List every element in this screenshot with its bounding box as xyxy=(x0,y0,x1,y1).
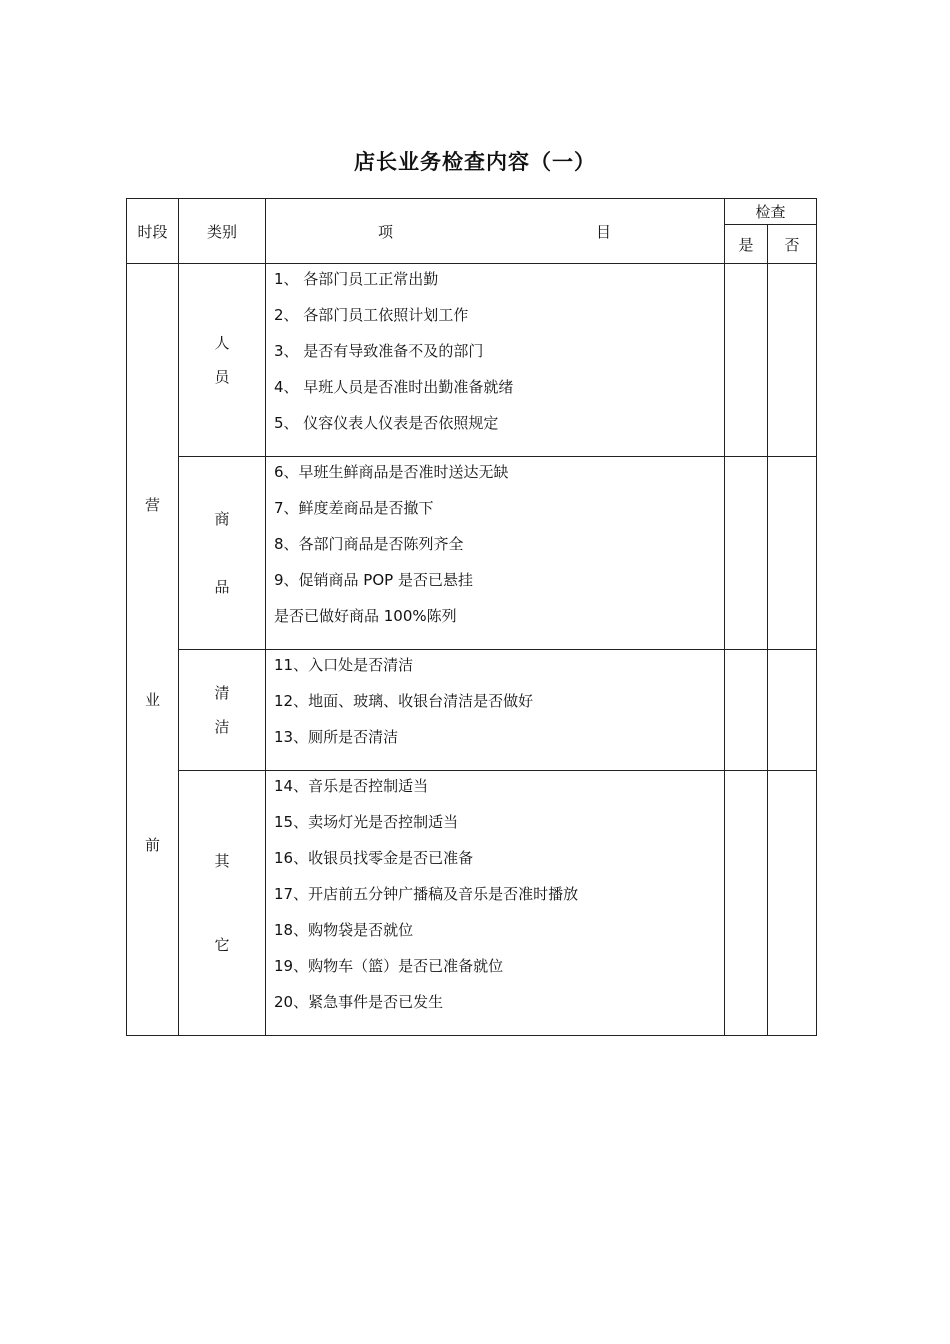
list-item: 4、 早班人员是否准时出勤准备就绪 xyxy=(274,378,514,396)
list-item: 1、 各部门员工正常出勤 xyxy=(274,270,439,288)
list-item: 11、入口处是否清洁 xyxy=(274,656,414,674)
category-char: 它 xyxy=(214,936,230,954)
list-item: 15、卖场灯光是否控制适当 xyxy=(274,813,459,831)
document-title: 店长业务检查内容（一） xyxy=(354,150,596,174)
items-cell-goods xyxy=(266,457,725,650)
header-item xyxy=(266,199,725,264)
check-no-cell[interactable] xyxy=(768,650,817,771)
list-item: 17、开店前五分钟广播稿及音乐是否准时播放 xyxy=(274,885,579,903)
category-char: 清 xyxy=(214,684,230,702)
header-no: 否 xyxy=(768,225,817,264)
category-char: 品 xyxy=(214,578,230,596)
check-no-cell[interactable] xyxy=(768,457,817,650)
list-item: 9、促销商品 POP 是否已悬挂 xyxy=(274,571,473,589)
inspection-table xyxy=(126,198,817,1036)
list-item: 14、音乐是否控制适当 xyxy=(274,777,429,795)
items-cell-people xyxy=(266,264,725,457)
list-item: 13、厕所是否清洁 xyxy=(274,728,399,746)
list-item: 7、鲜度差商品是否撤下 xyxy=(274,499,434,517)
check-yes-cell[interactable] xyxy=(725,771,768,1036)
category-cell-cleaning xyxy=(179,650,266,771)
period-char: 前 xyxy=(144,835,160,854)
category-char: 人 xyxy=(214,334,230,352)
list-item: 8、各部门商品是否陈列齐全 xyxy=(274,535,464,553)
period-cell xyxy=(127,264,179,1036)
list-item: 12、地面、玻璃、收银台清洁是否做好 xyxy=(274,692,534,710)
list-item: 19、购物车（篮）是否已准备就位 xyxy=(274,957,504,975)
header-period: 时段 xyxy=(127,199,179,264)
check-yes-cell[interactable] xyxy=(725,457,768,650)
period-char: 营 xyxy=(144,495,160,514)
header-category: 类别 xyxy=(179,199,266,264)
list-item: 是否已做好商品 100%陈列 xyxy=(274,607,457,625)
list-item: 2、 各部门员工依照计划工作 xyxy=(274,306,469,324)
list-item: 6、早班生鲜商品是否准时送达无缺 xyxy=(274,463,509,481)
check-yes-cell[interactable] xyxy=(725,650,768,771)
check-no-cell[interactable] xyxy=(768,771,817,1036)
header-item-left: 项 xyxy=(378,223,394,241)
list-item: 3、 是否有导致准备不及的部门 xyxy=(274,342,484,360)
check-no-cell[interactable] xyxy=(768,264,817,457)
list-item: 5、 仪容仪表人仪表是否依照规定 xyxy=(274,414,499,432)
header-yes: 是 xyxy=(725,225,768,264)
category-cell-other xyxy=(179,771,266,1036)
list-item: 18、购物袋是否就位 xyxy=(274,921,414,939)
period-char: 业 xyxy=(144,690,160,709)
list-item: 16、收银员找零金是否已准备 xyxy=(274,849,474,867)
category-char: 商 xyxy=(214,510,230,528)
category-cell-goods xyxy=(179,457,266,650)
header-item-right: 目 xyxy=(596,223,612,241)
list-item: 20、紧急事件是否已发生 xyxy=(274,993,444,1011)
category-char: 洁 xyxy=(214,718,230,736)
items-cell-other xyxy=(266,771,725,1036)
check-yes-cell[interactable] xyxy=(725,264,768,457)
category-cell-people xyxy=(179,264,266,457)
category-char: 其 xyxy=(214,852,230,870)
header-check: 检查 xyxy=(725,199,817,225)
category-char: 员 xyxy=(214,368,230,386)
items-cell-cleaning xyxy=(266,650,725,771)
